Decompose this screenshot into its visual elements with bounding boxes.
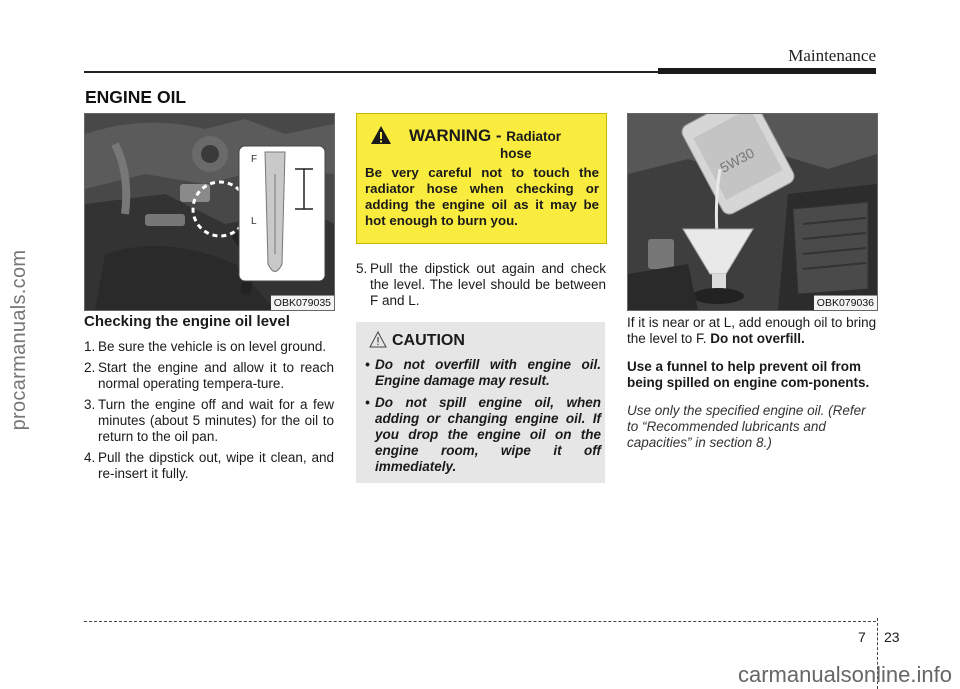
caution-item: • Do not spill engine oil, when adding or changing engine oil. If you drop the engine oil on the engine room, wipe it off immediately. [365, 395, 601, 474]
warning-title [409, 126, 561, 146]
header-rule [84, 71, 664, 73]
page-number: 23 [884, 629, 900, 645]
chapter-number: 7 [858, 629, 866, 645]
step-text: Be sure the vehicle is on level ground. [98, 339, 327, 354]
caution-triangle-icon [369, 331, 387, 348]
side-watermark: procarmanuals.com [8, 249, 30, 431]
step-number: 3. [84, 397, 96, 412]
warning-body: Be very careful not to touch the radiator hose when checking or adding the engine oil as it may be hot enough to burn you. [365, 165, 599, 228]
bottle-label: 5W30 [717, 144, 757, 176]
steps-list [84, 339, 334, 487]
svg-text:F: F [251, 154, 258, 165]
do-not-overfill-text: Do not overfill. [710, 331, 805, 346]
step-number: 4. [84, 450, 96, 465]
warning-label: WARNING - [409, 126, 507, 145]
step-4 [84, 450, 334, 482]
right-column-text [627, 315, 877, 463]
header-rule-bar [658, 68, 876, 74]
step-number: 1. [84, 339, 96, 354]
step-number: 2. [84, 360, 96, 375]
warning-box [356, 113, 607, 244]
svg-text:L: L [251, 216, 257, 227]
paragraph-add-oil: If it is near or at L, add enough oil to bring the level to F. Do not overfill. [627, 315, 877, 346]
caution-box [356, 322, 605, 483]
subheading: Checking the engine oil level [84, 313, 290, 330]
running-header: Maintenance [788, 46, 876, 65]
figure-code: OBK079036 [814, 295, 877, 310]
step-text: Start the engine and allow it to reach normal operating tempera-ture. [98, 360, 334, 391]
dipstick-figure [84, 113, 335, 311]
step-text: Turn the engine off and wait for a few minutes (about 5 minutes) for the oil to return to the oil pan. [98, 397, 334, 444]
footer-rule [84, 621, 876, 622]
step-3 [84, 397, 334, 445]
step-text: Pull the dipstick out again and check the level. The level should be between F and L. [370, 261, 606, 308]
step-1 [84, 339, 334, 355]
paragraph-specified-oil: Use only the specified engine oil. (Refer to “Recommended lubricants and capacities” in section 8.) [627, 403, 866, 450]
oil-fill-figure [627, 113, 878, 311]
step-text: Pull the dipstick out, wipe it clean, and re-insert it fully. [98, 450, 334, 481]
section-title: ENGINE OIL [85, 87, 187, 107]
engine-bay-illustration [85, 114, 334, 310]
step-2 [84, 360, 334, 392]
step-number: 5. [356, 261, 368, 276]
caution-item: • Do not overfill with engine oil. Engine damage may result. [365, 357, 601, 388]
warning-topic-line2: hose [500, 146, 532, 161]
figure-code: OBK079035 [271, 295, 334, 310]
caution-list [365, 357, 601, 481]
caution-title: CAUTION [392, 332, 465, 349]
bottom-watermark: carmanualsonline.info [737, 662, 952, 687]
step-5 [356, 261, 606, 314]
warning-triangle-icon [370, 125, 392, 145]
warning-topic: Radiator [506, 129, 562, 144]
oil-fill-illustration [628, 114, 877, 310]
paragraph-funnel: Use a funnel to help prevent oil from being spilled on engine com-ponents. [627, 359, 870, 390]
